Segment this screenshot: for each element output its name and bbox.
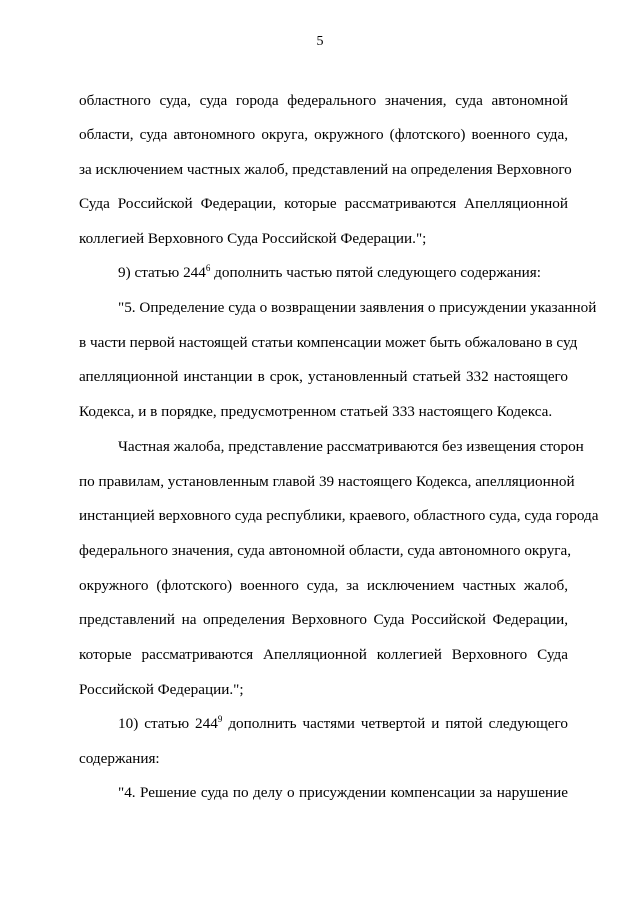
text-line: по правилам, установленным главой 39 настоящего Кодекса, апелляционной <box>79 473 575 490</box>
text-line: окружного (флотского) военного суда, за исключением частных жалоб, <box>79 577 568 594</box>
text-line: Частная жалоба, представление рассматриваются без извещения сторон <box>118 438 584 455</box>
line-text-start: 9) статью 244 <box>118 264 206 281</box>
text-line: за исключением частных жалоб, представлений на определения Верховного <box>79 161 572 178</box>
text-line: представлений на определения Верховного Суда Российской Федерации, <box>79 611 568 628</box>
text-line: которые рассматриваются Апелляционной коллегией Верховного Суда <box>79 646 568 663</box>
text-line: коллегией Верховного Суда Российской Федерации."; <box>79 230 427 247</box>
text-line-amendment-9 <box>118 263 568 283</box>
text-line: в части первой настоящей статьи компенсации может быть обжаловано в суд <box>79 334 578 351</box>
text-line: "4. Решение суда по делу о присуждении компенсации за нарушение <box>118 784 568 801</box>
text-line: содержания: <box>79 750 160 767</box>
text-line: апелляционной инстанции в срок, установленный статьей 332 настоящего <box>79 368 568 385</box>
text-line: Российской Федерации."; <box>79 681 244 698</box>
text-line: Кодекса, и в порядке, предусмотренном статьей 333 настоящего Кодекса. <box>79 403 553 420</box>
page-number: 5 <box>316 34 324 49</box>
superscript: 9 <box>217 713 223 724</box>
superscript: 6 <box>205 262 211 273</box>
line-text-end: дополнить частью пятой следующего содержания: <box>210 264 541 281</box>
text-line: областного суда, суда города федерального значения, суда автономной <box>79 92 568 109</box>
text-line: области, суда автономного округа, окружного (флотского) военного суда, <box>79 126 568 143</box>
text-line-amendment-10 <box>118 714 568 734</box>
text-line: "5. Определение суда о возвращении заявления о присуждении указанной <box>118 299 597 316</box>
text-line: федерального значения, суда автономной области, суда автономного округа, <box>79 542 572 559</box>
text-line: Суда Российской Федерации, которые рассматриваются Апелляционной <box>79 195 568 212</box>
line-text-start: 10) статью 244 <box>118 715 218 732</box>
text-line: инстанцией верховного суда республики, краевого, областного суда, суда города <box>79 507 599 524</box>
line-text-end: дополнить частями четвертой и пятой следующего <box>222 715 568 732</box>
